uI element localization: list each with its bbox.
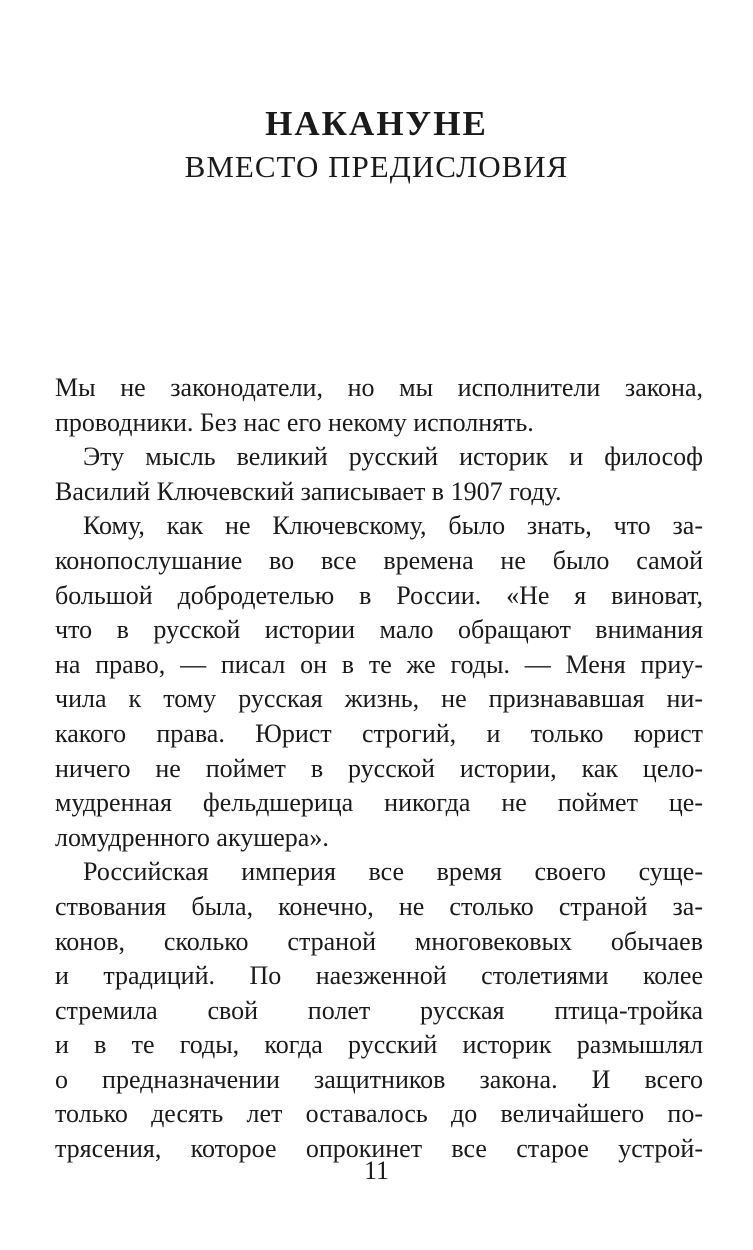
text-line: о предназначении защитников закона. И всего xyxy=(55,1064,703,1094)
text-line: Российская империя все время своего суще- xyxy=(83,857,703,887)
text-line: мудренная фельдшерица никогда не поймет це- xyxy=(55,788,703,818)
text-line: и традиций. По наезженной столетиями колее xyxy=(55,961,703,991)
text-line: на право, — писал он в те же годы. — Меня приу- xyxy=(55,649,703,679)
text-line: ствования была, конечно, не столько страной за- xyxy=(55,891,703,921)
text-line: чила к тому русская жизнь, не признававшая ни- xyxy=(55,684,703,714)
text-line: какого права. Юрист строгий, и только юрист xyxy=(55,718,703,748)
body-text xyxy=(55,371,703,1167)
text-line: конов, сколько страной многовековых обычаев xyxy=(55,926,703,956)
chapter-subtitle: ВМЕСТО ПРЕДИСЛОВИЯ xyxy=(184,149,569,184)
text-line: стремила свой полет русская птица-тройка xyxy=(55,995,703,1025)
text-line: Мы не законодатели, но мы исполнители закона, xyxy=(55,373,703,402)
text-line: ломудренного акушера». xyxy=(55,822,329,852)
text-line: трясения, которое опрокинет все старое устрой- xyxy=(55,1134,703,1164)
text-line: проводники. Без нас его некому исполнять. xyxy=(55,407,534,437)
chapter-title: НАКАНУНЕ xyxy=(265,104,488,143)
text-line: конопослушание во все времена не было самой xyxy=(55,545,703,575)
text-line: только десять лет оставалось до величайшего по- xyxy=(55,1099,703,1129)
text-line: ничего не поймет в русской истории, как цело- xyxy=(55,753,703,783)
text-line: большой добродетелью в России. «Не я виноват, xyxy=(55,580,703,610)
text-line: и в те годы, когда русский историк размышлял xyxy=(55,1030,703,1060)
text-line: что в русской истории мало обращают внимания xyxy=(55,615,703,645)
text-line: Эту мысль великий русский историк и философ xyxy=(83,442,703,472)
text-line: Кому, как не Ключевскому, было знать, что за- xyxy=(83,511,703,541)
text-line: Василий Ключевский записывает в 1907 году. xyxy=(55,476,562,506)
page-number: 11 xyxy=(363,1156,390,1185)
